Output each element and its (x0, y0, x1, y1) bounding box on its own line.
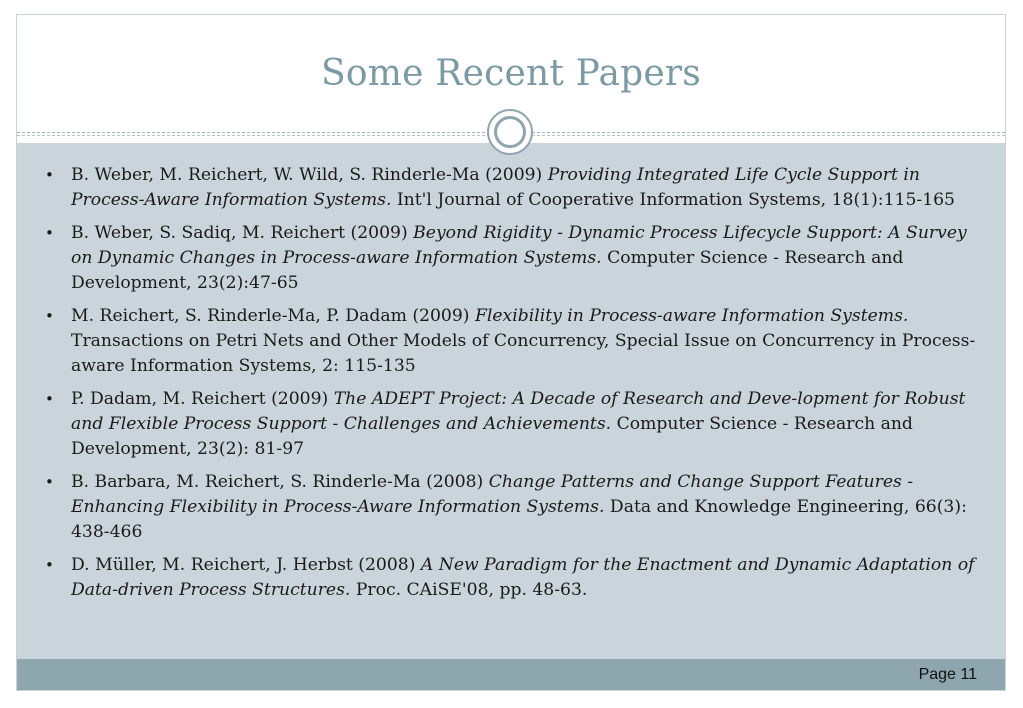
reference-title: A New Paradigm for the Enactment and Dynamic Adaptation of Data-driven Process Structures. (71, 555, 975, 600)
bullet-dot-icon: • (45, 390, 54, 408)
reference-venue: Data and Knowledge Engineering, 66(3): 438-466 (71, 497, 967, 542)
reference-title: Change Patterns and Change Support Features - Enhancing Flexibility in Process-Aware Information Systems. (71, 472, 914, 517)
bullet-dot-icon: • (45, 473, 54, 491)
reference-authors: B. Weber, M. Reichert, W. Wild, S. Rinderle-Ma (2009) (71, 165, 548, 185)
reference-venue: Transactions on Petri Nets and Other Models of Concurrency, Special Issue on Concurrency in Process-aware Information Systems, 2: 115-135 (71, 331, 976, 376)
reference-title: Beyond Rigidity - Dynamic Process Lifecycle Support: A Survey on Dynamic Changes in Process-aware Information Systems. (71, 223, 967, 268)
reference-list (45, 163, 977, 611)
reference-title: Providing Integrated Life Cycle Support in Process-Aware Information Systems. (71, 165, 920, 210)
reference-venue: Proc. CAiSE'08, pp. 48-63. (350, 580, 588, 600)
reference-authors: B. Barbara, M. Reichert, S. Rinderle-Ma (2008) (71, 472, 489, 492)
reference-venue: Int'l Journal of Cooperative Information Systems, 18(1):115-165 (391, 190, 955, 210)
double-circle-icon (487, 109, 533, 155)
list-item (45, 470, 977, 545)
list-item (45, 221, 977, 296)
footer-bar (17, 659, 1005, 691)
list-item (45, 163, 977, 213)
bullet-dot-icon: • (45, 307, 54, 325)
slide (16, 14, 1006, 691)
reference-authors: P. Dadam, M. Reichert (2009) (71, 389, 334, 409)
reference-title: The ADEPT Project: A Decade of Research and Deve-lopment for Robust and Flexible Process Support - Challenges and Achievements. (71, 389, 966, 434)
list-item (45, 553, 977, 603)
list-item (45, 387, 977, 462)
reference-title: Flexibility in Process-aware Information Systems. (474, 306, 909, 326)
reference-authors: B. Weber, S. Sadiq, M. Reichert (2009) (71, 223, 414, 243)
reference-authors: M. Reichert, S. Rinderle-Ma, P. Dadam (2009) (71, 306, 475, 326)
page-number: Page 11 (918, 666, 977, 683)
reference-venue: Computer Science - Research and Development, 23(2):47-65 (71, 248, 904, 293)
reference-authors: D. Müller, M. Reichert, J. Herbst (2008) (71, 555, 421, 575)
content-area (17, 143, 1005, 659)
bullet-dot-icon: • (45, 166, 54, 184)
list-item (45, 304, 977, 379)
inner-circle (494, 116, 526, 148)
reference-venue: Computer Science - Research and Development, 23(2): 81-97 (71, 414, 913, 459)
bullet-dot-icon: • (45, 224, 54, 242)
bullet-dot-icon: • (45, 556, 54, 574)
slide-title: Some Recent Papers (321, 53, 701, 94)
